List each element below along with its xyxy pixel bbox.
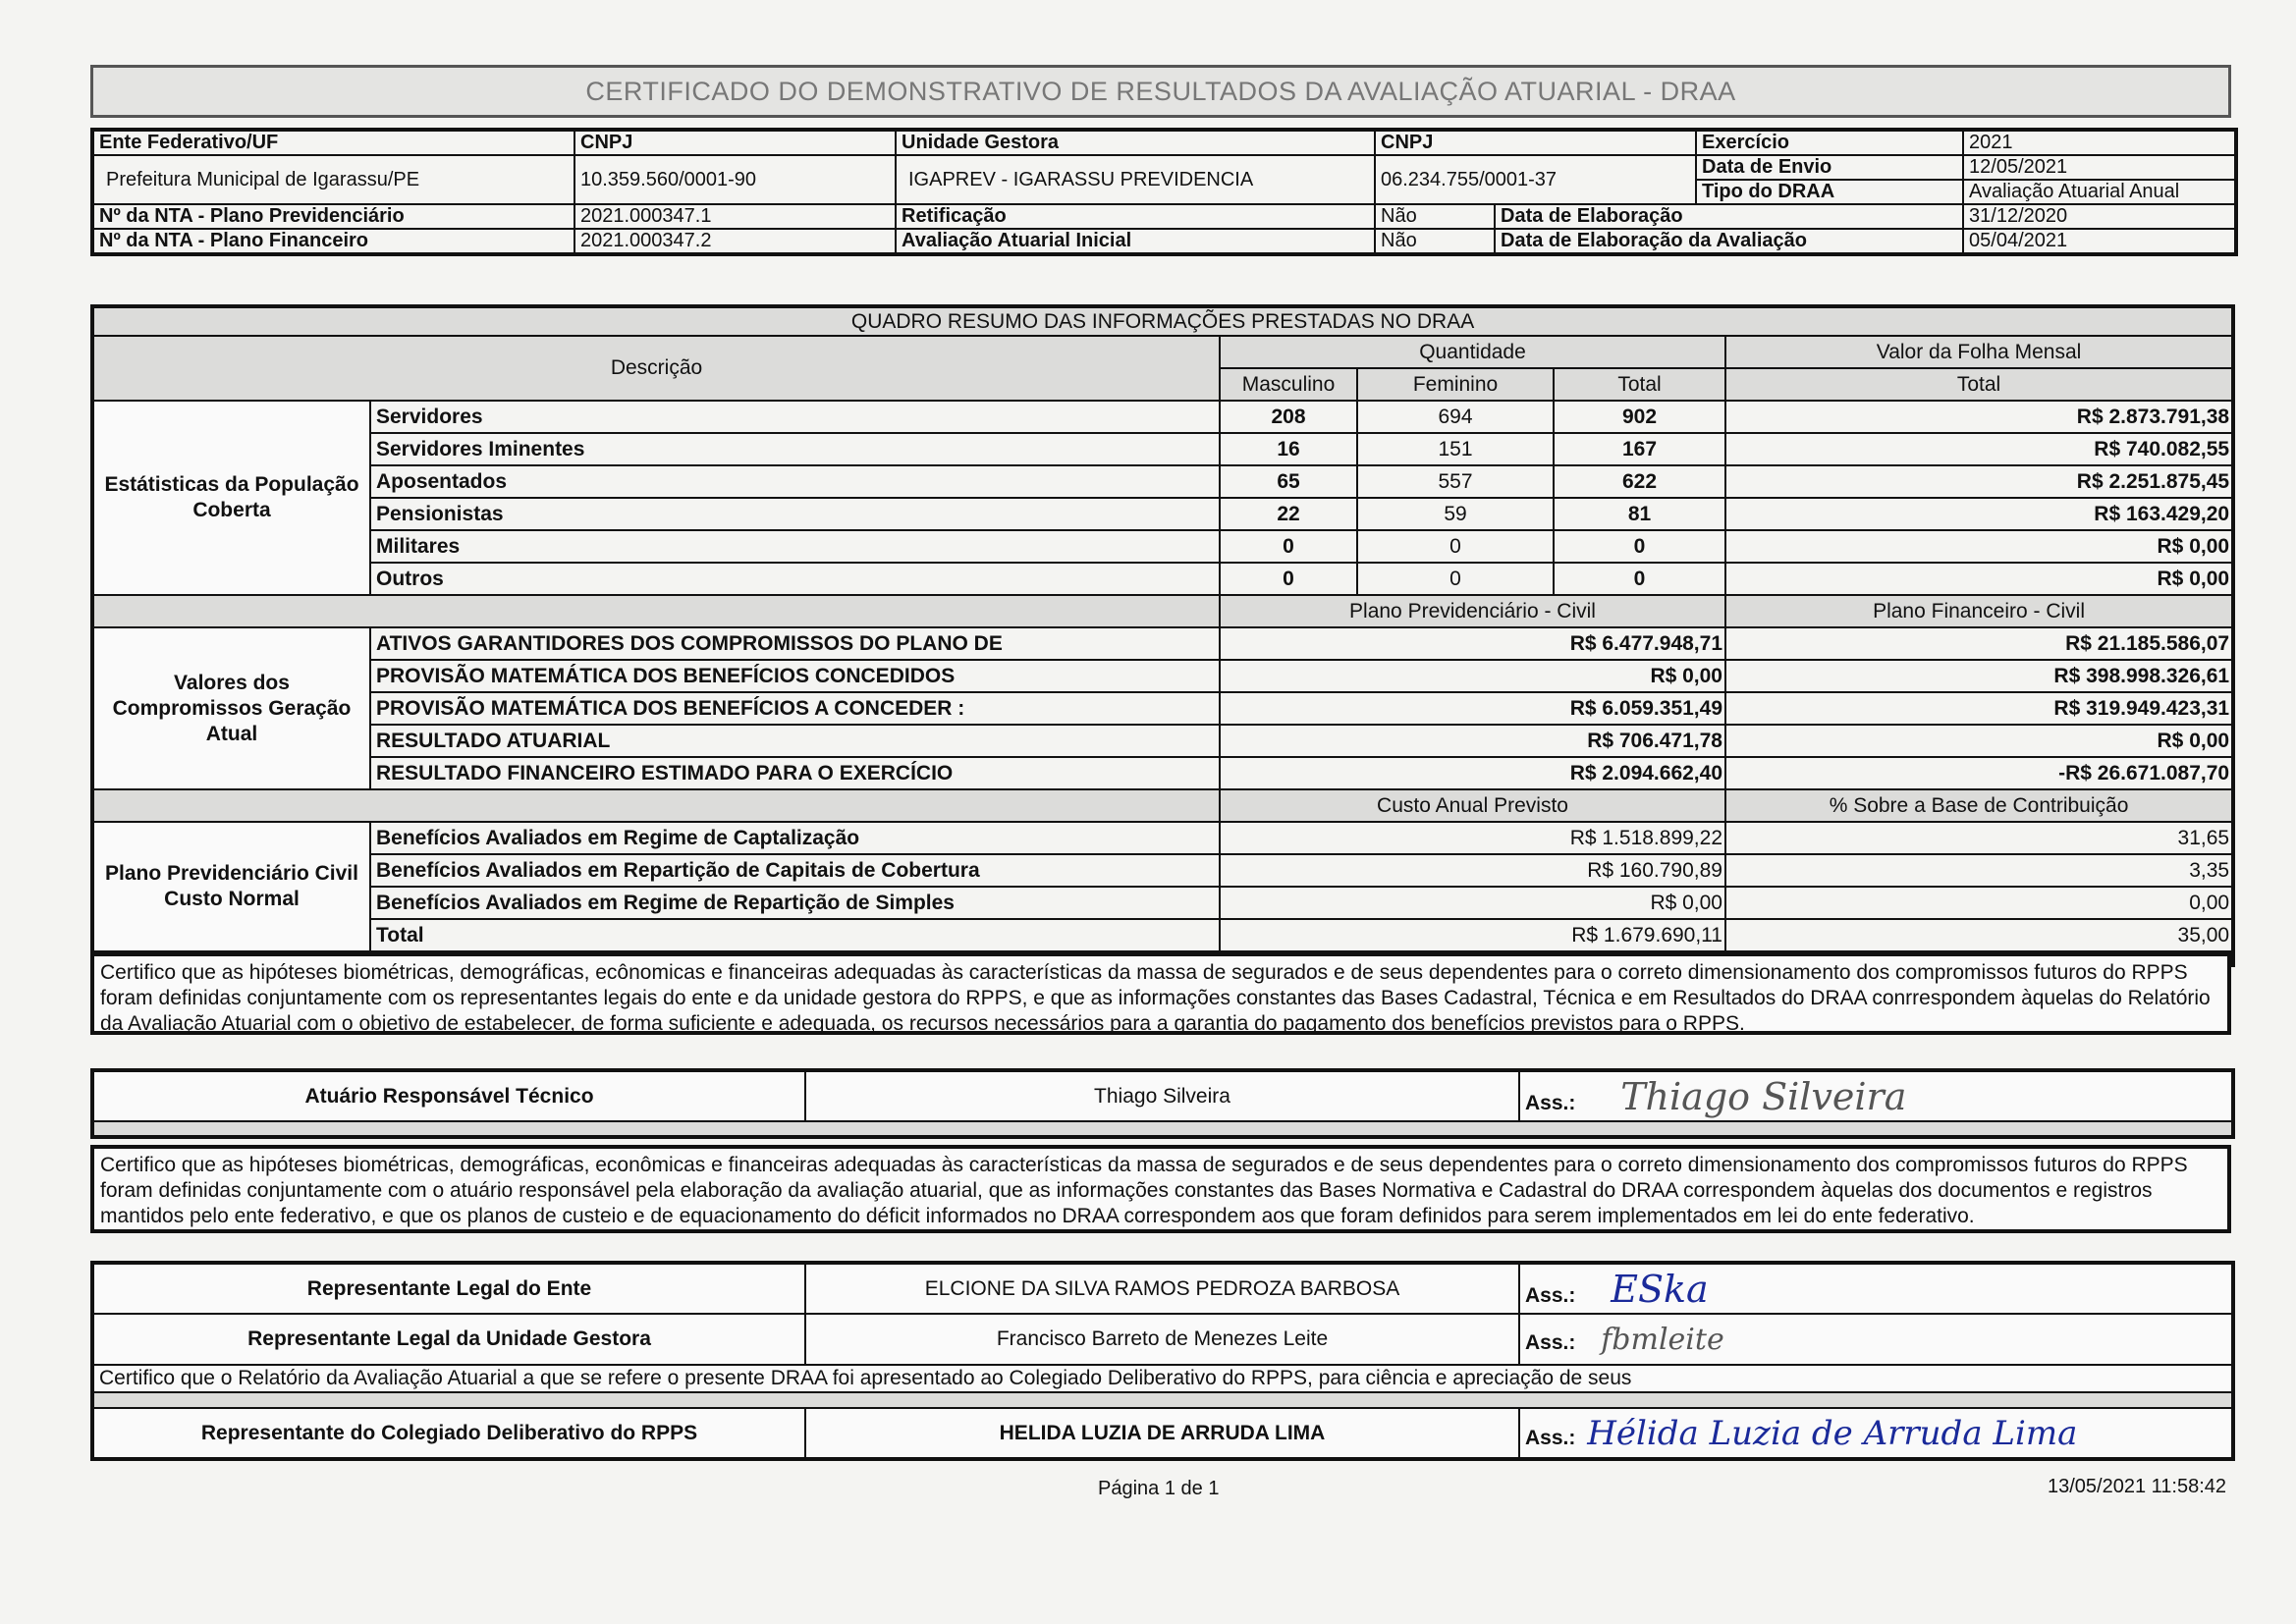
document-title: CERTIFICADO DO DEMONSTRATIVO DE RESULTADOS DA AVALIAÇÃO ATUARIAL - DRAA xyxy=(90,65,2231,118)
plano-fin-value: R$ 21.185.586,07 xyxy=(1725,627,2233,660)
masculino-value: 16 xyxy=(1220,433,1357,465)
inicial-label: Avaliação Atuarial Inicial xyxy=(896,229,1375,254)
rep-unidade-role: Representante Legal da Unidade Gestora xyxy=(92,1314,805,1365)
row-label: Militares xyxy=(370,530,1220,563)
envio-label: Data de Envio xyxy=(1696,155,1963,180)
tipo-label: Tipo do DRAA xyxy=(1696,180,1963,204)
valor-folha-value: R$ 163.429,20 xyxy=(1725,498,2233,530)
row-label: Pensionistas xyxy=(370,498,1220,530)
rep-ente-signature: ESka xyxy=(1611,1267,1709,1311)
row-label: Benefícios Avaliados em Regime de Repartição de Simples xyxy=(370,887,1220,919)
population-category: Estátisticas da População Coberta xyxy=(92,401,370,595)
rep-colegiado-role: Representante do Colegiado Deliberativo do RPPS xyxy=(92,1408,805,1459)
table-row xyxy=(92,757,2233,789)
nta-prev-label: Nº da NTA - Plano Previdenciário xyxy=(92,204,574,229)
row-label: Outros xyxy=(370,563,1220,595)
table-row xyxy=(92,563,2233,595)
custo-anual-value: R$ 1.518.899,22 xyxy=(1220,822,1725,854)
custo-anual-value: R$ 160.790,89 xyxy=(1220,854,1725,887)
atuario-signature-table xyxy=(90,1068,2235,1139)
feminino-value: 0 xyxy=(1357,563,1554,595)
total-value: 0 xyxy=(1554,530,1725,563)
table-row xyxy=(92,854,2233,887)
retificacao-value: Não xyxy=(1375,204,1495,229)
table-row xyxy=(92,401,2233,433)
plano-fin-value: R$ 398.998.326,61 xyxy=(1725,660,2233,692)
table-row xyxy=(92,692,2233,725)
plano-fin-value: -R$ 26.671.087,70 xyxy=(1725,757,2233,789)
percent-value: 31,65 xyxy=(1725,822,2233,854)
masculino-value: 208 xyxy=(1220,401,1357,433)
rep-ente-role: Representante Legal do Ente xyxy=(92,1263,805,1314)
elab-aval-label: Data de Elaboração da Avaliação xyxy=(1495,229,1963,254)
valor-folha-value: R$ 2.873.791,38 xyxy=(1725,401,2233,433)
atuario-signature: Thiago Silveira xyxy=(1620,1074,1907,1118)
row-label: PROVISÃO MATEMÁTICA DOS BENEFÍCIOS A CONCEDER : xyxy=(370,692,1220,725)
feminino-value: 151 xyxy=(1357,433,1554,465)
tipo-value: Avaliação Atuarial Anual xyxy=(1963,180,2236,204)
rep-unidade-signature-cell xyxy=(1519,1314,2233,1365)
total-value: 81 xyxy=(1554,498,1725,530)
plano-fin-value: R$ 319.949.423,31 xyxy=(1725,692,2233,725)
total-value: 167 xyxy=(1554,433,1725,465)
elaboracao-label: Data de Elaboração xyxy=(1495,204,1963,229)
percent-header: % Sobre a Base de Contribuição xyxy=(1725,789,2233,822)
plano-prev-header: Plano Previdenciário - Civil xyxy=(1220,595,1725,627)
feminino-value: 557 xyxy=(1357,465,1554,498)
unidade-value: IGAPREV - IGARASSU PREVIDENCIA xyxy=(896,155,1375,204)
feminino-value: 59 xyxy=(1357,498,1554,530)
row-label: Benefícios Avaliados em Regime de Captalização xyxy=(370,822,1220,854)
total-value: 0 xyxy=(1554,563,1725,595)
table-row xyxy=(92,887,2233,919)
plano-prev-value: R$ 6.477.948,71 xyxy=(1220,627,1725,660)
exercicio-value: 2021 xyxy=(1963,130,2236,155)
spacer-row xyxy=(92,595,1220,627)
table-row xyxy=(92,433,2233,465)
feminino-value: 0 xyxy=(1357,530,1554,563)
ente-value: Prefeitura Municipal de Igarassu/PE xyxy=(92,155,574,204)
ass-label: Ass.: xyxy=(1525,1091,1576,1114)
table-row xyxy=(92,822,2233,854)
row-label: Benefícios Avaliados em Repartição de Capitais de Cobertura xyxy=(370,854,1220,887)
exercicio-label: Exercício xyxy=(1696,130,1963,155)
ass-label: Ass.: xyxy=(1525,1330,1576,1354)
certification-text-2: Certifico que as hipóteses biométricas, demográficas, econômicas e financeiras adequadas às características da massa de segurados e de seus dependentes para o correto dimensionamento dos compromissos futuros do RPPS foram definidas conjuntamente com o atuário responsável pela elaboração da avaliação atuarial, que as informações constantes das Bases Normativa e Cadastral do DRAA correspondem àquelas dos documentos e registros mantidos pelo ente federativo, e que os planos de custeio e de equacionamento do déficit informados no DRAA correspondem aos que foram definidos para serem implementados em lei do ente federativo. xyxy=(90,1145,2231,1233)
elab-aval-value: 05/04/2021 xyxy=(1963,229,2236,254)
rep-ente-name: ELCIONE DA SILVA RAMOS PEDROZA BARBOSA xyxy=(805,1263,1519,1314)
custo-category: Plano Previdenciário Civil Custo Normal xyxy=(92,822,370,951)
table-row xyxy=(92,530,2233,563)
ass-label: Ass.: xyxy=(1525,1283,1576,1307)
total-value: 902 xyxy=(1554,401,1725,433)
rep-colegiado-signature-cell xyxy=(1519,1408,2233,1459)
unidade-label: Unidade Gestora xyxy=(896,130,1375,155)
rep-colegiado-name: HELIDA LUZIA DE ARRUDA LIMA xyxy=(805,1408,1519,1459)
compromissos-category: Valores dos Compromissos Geração Atual xyxy=(92,627,370,789)
plano-prev-value: R$ 0,00 xyxy=(1220,660,1725,692)
total-value: 622 xyxy=(1554,465,1725,498)
certification-text-3: Certifico que o Relatório da Avaliação Atuarial a que se refere o presente DRAA foi apresentado ao Colegiado Deliberativo do RPPS, para ciência e apreciação de seus xyxy=(92,1365,2233,1392)
atuario-role: Atuário Responsável Técnico xyxy=(92,1070,805,1121)
table-row xyxy=(92,725,2233,757)
masculino-value: 0 xyxy=(1220,563,1357,595)
row-label: ATIVOS GARANTIDORES DOS COMPROMISSOS DO PLANO DE xyxy=(370,627,1220,660)
atuario-signature-cell xyxy=(1519,1070,2233,1121)
page-number: Página 1 de 1 xyxy=(1098,1478,1220,1499)
row-label: Servidores xyxy=(370,401,1220,433)
masculino-value: 65 xyxy=(1220,465,1357,498)
table-row xyxy=(92,660,2233,692)
table-row xyxy=(92,627,2233,660)
summary-title: QUADRO RESUMO DAS INFORMAÇÕES PRESTADAS NO DRAA xyxy=(92,306,2233,336)
custo-header: Custo Anual Previsto xyxy=(1220,789,1725,822)
cnpj-label: CNPJ xyxy=(574,130,896,155)
representantes-signature-table xyxy=(90,1261,2235,1461)
rep-ente-signature-cell xyxy=(1519,1263,2233,1314)
row-label: Servidores Iminentes xyxy=(370,433,1220,465)
inicial-value: Não xyxy=(1375,229,1495,254)
percent-value: 3,35 xyxy=(1725,854,2233,887)
row-label: PROVISÃO MATEMÁTICA DOS BENEFÍCIOS CONCEDIDOS xyxy=(370,660,1220,692)
valor-folha-header: Valor da Folha Mensal xyxy=(1725,336,2233,368)
atuario-name: Thiago Silveira xyxy=(805,1070,1519,1121)
cnpj-unidade-value: 06.234.755/0001-37 xyxy=(1375,155,1696,204)
percent-value: 0,00 xyxy=(1725,887,2233,919)
plano-prev-value: R$ 706.471,78 xyxy=(1220,725,1725,757)
spacer-row xyxy=(92,1121,2233,1137)
rep-unidade-signature: fbmleite xyxy=(1601,1322,1724,1357)
plano-fin-header: Plano Financeiro - Civil xyxy=(1725,595,2233,627)
row-label: Aposentados xyxy=(370,465,1220,498)
rep-unidade-name: Francisco Barreto de Menezes Leite xyxy=(805,1314,1519,1365)
rep-colegiado-signature: Hélida Luzia de Arruda Lima xyxy=(1587,1413,2078,1453)
percent-value: 35,00 xyxy=(1725,919,2233,951)
feminino-header: Feminino xyxy=(1357,368,1554,401)
quantidade-header: Quantidade xyxy=(1220,336,1725,368)
row-label: RESULTADO ATUARIAL xyxy=(370,725,1220,757)
masculino-header: Masculino xyxy=(1220,368,1357,401)
valor-folha-value: R$ 2.251.875,45 xyxy=(1725,465,2233,498)
nta-fin-value: 2021.000347.2 xyxy=(574,229,896,254)
timestamp: 13/05/2021 11:58:42 xyxy=(2048,1476,2227,1497)
nta-prev-value: 2021.000347.1 xyxy=(574,204,896,229)
valor-folha-value: R$ 0,00 xyxy=(1725,563,2233,595)
plano-fin-value: R$ 0,00 xyxy=(1725,725,2233,757)
masculino-value: 0 xyxy=(1220,530,1357,563)
plano-prev-value: R$ 6.059.351,49 xyxy=(1220,692,1725,725)
row-label: Total xyxy=(370,919,1220,951)
table-row xyxy=(92,465,2233,498)
masculino-value: 22 xyxy=(1220,498,1357,530)
nta-fin-label: Nº da NTA - Plano Financeiro xyxy=(92,229,574,254)
cnpj-ente-value: 10.359.560/0001-90 xyxy=(574,155,896,204)
retificacao-label: Retificação xyxy=(896,204,1375,229)
spacer-row xyxy=(92,789,1220,822)
table-row xyxy=(92,919,2233,951)
valor-total-header: Total xyxy=(1725,368,2233,401)
cnpj-unidade-label: CNPJ xyxy=(1375,130,1696,155)
row-label: RESULTADO FINANCEIRO ESTIMADO PARA O EXERCÍCIO xyxy=(370,757,1220,789)
summary-table xyxy=(90,304,2235,967)
header-info-table xyxy=(90,128,2238,256)
valor-folha-value: R$ 740.082,55 xyxy=(1725,433,2233,465)
valor-folha-value: R$ 0,00 xyxy=(1725,530,2233,563)
ass-label: Ass.: xyxy=(1525,1426,1576,1449)
descricao-header: Descrição xyxy=(92,336,1220,401)
custo-anual-value: R$ 0,00 xyxy=(1220,887,1725,919)
table-row xyxy=(92,498,2233,530)
total-header: Total xyxy=(1554,368,1725,401)
certification-text-1: Certifico que as hipóteses biométricas, demográficas, ecônomicas e financeiras adequadas às características da massa de segurados e de seus dependentes para o correto dimensionamento dos compromissos futuros do RPPS foram definidas conjuntamente com os representantes legais do ente e da unidade gestora do RPPS, e que as informações constantes das Bases Cadastral, Técnica e em Resultados do DRAA conrrespondem àquelas do Relatório da Avaliação Atuarial com o objetivo de estabelecer, de forma suficiente e adequada, os recursos necessários para a garantia do pagamento dos benefícios previstos para o RPPS. xyxy=(90,952,2231,1035)
elaboracao-value: 31/12/2020 xyxy=(1963,204,2236,229)
feminino-value: 694 xyxy=(1357,401,1554,433)
plano-prev-value: R$ 2.094.662,40 xyxy=(1220,757,1725,789)
ente-label: Ente Federativo/UF xyxy=(92,130,574,155)
spacer-row xyxy=(92,1392,2233,1408)
envio-value: 12/05/2021 xyxy=(1963,155,2236,180)
custo-anual-value: R$ 1.679.690,11 xyxy=(1220,919,1725,951)
